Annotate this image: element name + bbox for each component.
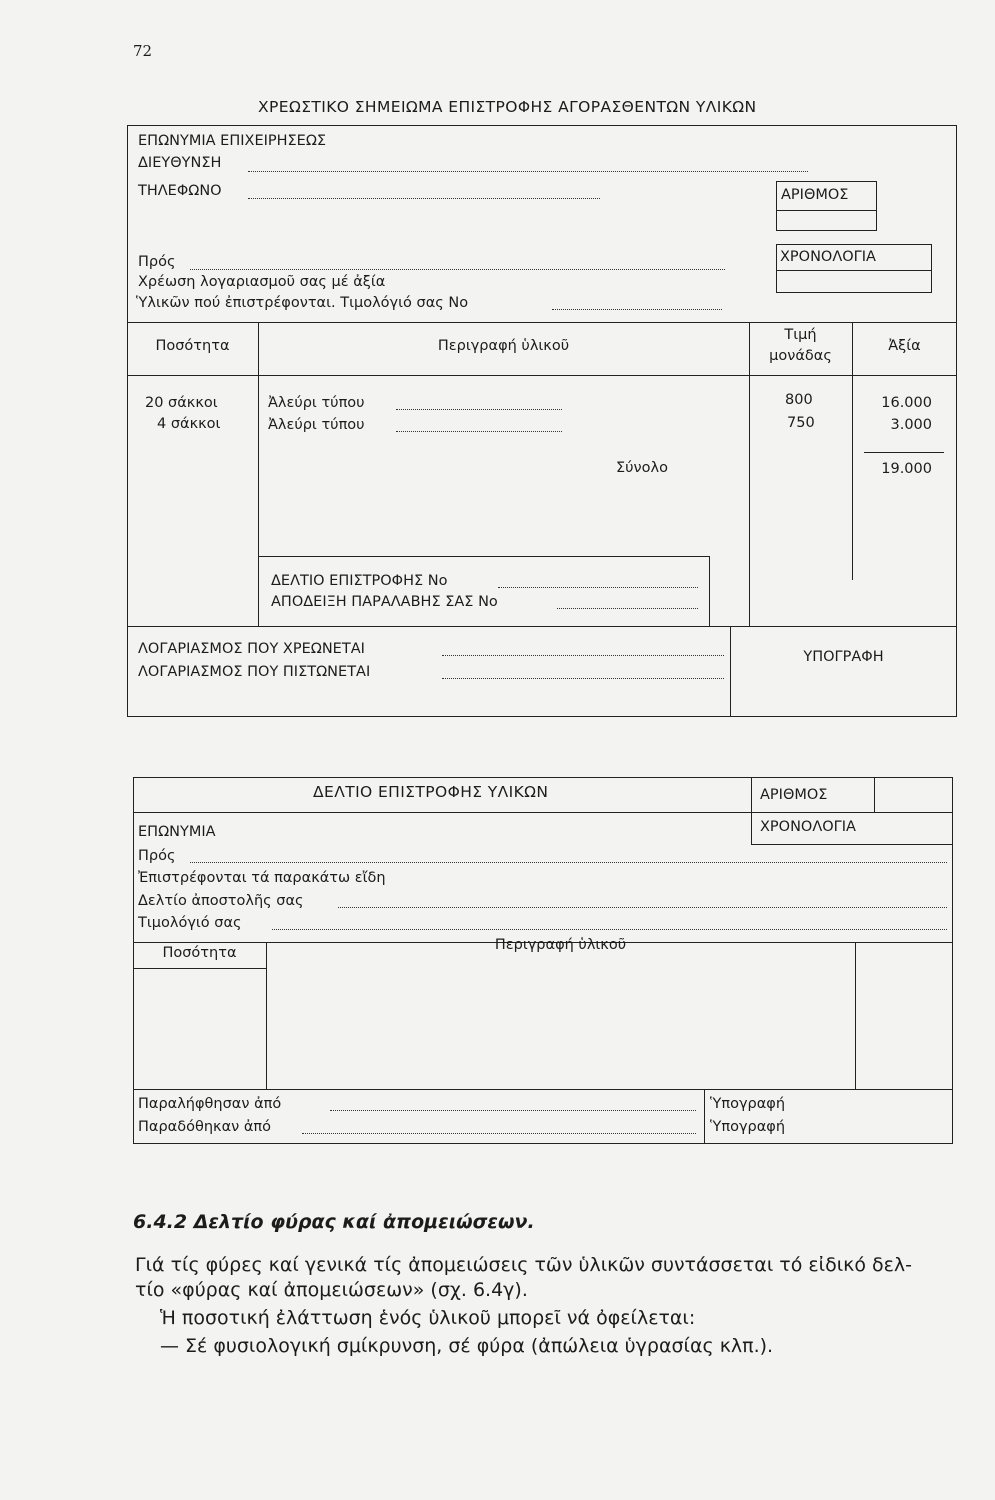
row-value: 3.000 — [890, 417, 932, 433]
row-unit-price: 750 — [787, 415, 815, 431]
col-quantity: Ποσότητα — [155, 338, 230, 354]
return-note-dotted-line[interactable] — [498, 587, 698, 588]
number-label: ΑΡΙΘΜΟΣ — [781, 187, 849, 203]
row-value: 16.000 — [881, 395, 932, 411]
to-dotted-line-2[interactable] — [190, 862, 947, 863]
invoice-dotted-line[interactable] — [552, 309, 722, 310]
account-credited-dotted-line[interactable] — [442, 678, 724, 679]
row-quantity: 4 σάκκοι — [157, 416, 221, 432]
to-label-2: Πρός — [138, 848, 176, 864]
date-label-2: ΧΡΟΝΟΛΟΓΙΑ — [760, 819, 856, 835]
delivered-by-dotted-line[interactable] — [302, 1133, 696, 1134]
account-credited-label: ΛΟΓΑΡΙΑΣΜΟΣ ΠΟΥ ΠΙΣΤΩΝΕΤΑΙ — [138, 664, 371, 680]
total-value: 19.000 — [881, 461, 932, 477]
paragraph-line-3: Ἡ ποσοτική ἐλάττωση ἑνός ὑλικοῦ μπορεῖ νά ὀφείλεται: — [160, 1307, 696, 1329]
account-debited-dotted-line[interactable] — [442, 655, 724, 656]
paragraph-line-1: Γιά τίς φύρες καί γενικά τίς ἀπομειώσεις τῶν ὑλικῶν συντάσσεται τό εἰδικό δελ- — [135, 1254, 913, 1276]
col-description: Περιγραφή ὑλικοῦ — [437, 338, 570, 354]
dispatch-dotted-line[interactable] — [338, 907, 947, 908]
row-unit-price: 800 — [785, 392, 813, 408]
col-value: Ἀξία — [888, 338, 921, 354]
company-label-2: ΕΠΩΝΥΜΙΑ — [138, 824, 216, 840]
col-quantity-2: Ποσότητα — [162, 945, 237, 961]
section-heading: 6.4.2 Δελτίο φύρας καί ἀπομειώσεων. — [133, 1211, 535, 1233]
charge-line-1: Χρέωση λογαριασμοῦ σας μέ ἀξία — [138, 274, 386, 290]
paragraph-line-4: — Σέ φυσιολογική σμίκρυνση, σέ φύρα (ἀπώλεια ὑγρασίας κλπ.). — [160, 1335, 774, 1357]
signature-label: ΥΠΟΓΡΑΦΗ — [803, 649, 884, 665]
dispatch-label: Δελτίο ἀποστολῆς σας — [138, 893, 304, 909]
charge-line-2: Ὑλικῶν πού ἐπιστρέφονται. Τιμολόγιό σας Νο — [136, 295, 469, 311]
received-by-label: Παραλήφθησαν ἀπό — [138, 1096, 282, 1112]
row-quantity: 20 σάκκοι — [145, 395, 218, 411]
returned-label: Ἐπιστρέφονται τά παρακάτω εἴδη — [138, 870, 386, 886]
signature-label-2b: Ὑπογραφή — [710, 1119, 786, 1135]
receipt-label: ΑΠΟΔΕΙΞΗ ΠΑΡΑΛΑΒΗΣ ΣΑΣ Νο — [271, 594, 498, 610]
return-note-label: ΔΕΛΤΙΟ ΕΠΙΣΤΡΟΦΗΣ Νο — [271, 573, 448, 589]
received-by-dotted-line[interactable] — [330, 1110, 696, 1111]
debit-note-title: ΧΡΕΩΣΤΙΚΟ ΣΗΜΕΙΩΜΑ ΕΠΙΣΤΡΟΦΗΣ ΑΓΟΡΑΣΘΕΝΤΩΝ ΥΛΙΚΩΝ — [258, 98, 757, 116]
signature-label-2a: Ὑπογραφή — [710, 1096, 786, 1112]
number-label-2: ΑΡΙΘΜΟΣ — [760, 787, 828, 803]
return-note-title: ΔΕΛΤΙΟ ΕΠΙΣΤΡΟΦΗΣ ΥΛΙΚΩΝ — [313, 783, 549, 801]
page-number: 72 — [133, 42, 153, 60]
row-description: Ἀλεύρι τύπου — [268, 417, 365, 433]
phone-dotted-line[interactable] — [248, 198, 600, 199]
company-label: ΕΠΩΝΥΜΙΑ ΕΠΙΧΕΙΡΗΣΕΩΣ — [138, 133, 327, 149]
col-description-2: Περιγραφή ὑλικοῦ — [494, 937, 627, 953]
phone-label: ΤΗΛΕΦΩΝΟ — [138, 183, 222, 199]
address-label: ΔΙΕΥΘΥΝΣΗ — [138, 155, 222, 171]
invoice-dotted-line-2[interactable] — [272, 929, 947, 930]
col-unit-price-line2: μονάδας — [769, 348, 832, 364]
return-note-box — [258, 556, 710, 627]
to-dotted-line[interactable] — [190, 269, 725, 270]
col-unit-price-line1: Τιμή — [784, 327, 817, 343]
sum-rule — [864, 452, 944, 453]
delivered-by-label: Παραδόθηκαν ἀπό — [138, 1119, 271, 1135]
paragraph-line-2: τίο «φύρας καί ἀπομειώσεων» (σχ. 6.4γ). — [135, 1279, 528, 1301]
invoice-label: Τιμολόγιό σας — [138, 915, 242, 931]
account-debited-label: ΛΟΓΑΡΙΑΣΜΟΣ ΠΟΥ ΧΡΕΩΝΕΤΑΙ — [138, 641, 365, 657]
to-label: Πρός — [138, 254, 176, 270]
receipt-dotted-line[interactable] — [557, 608, 698, 609]
row-description: Ἀλεύρι τύπου — [268, 395, 365, 411]
total-label: Σύνολο — [616, 460, 668, 476]
address-dotted-line[interactable] — [248, 171, 808, 172]
date-label: ΧΡΟΝΟΛΟΓΙΑ — [780, 249, 876, 265]
